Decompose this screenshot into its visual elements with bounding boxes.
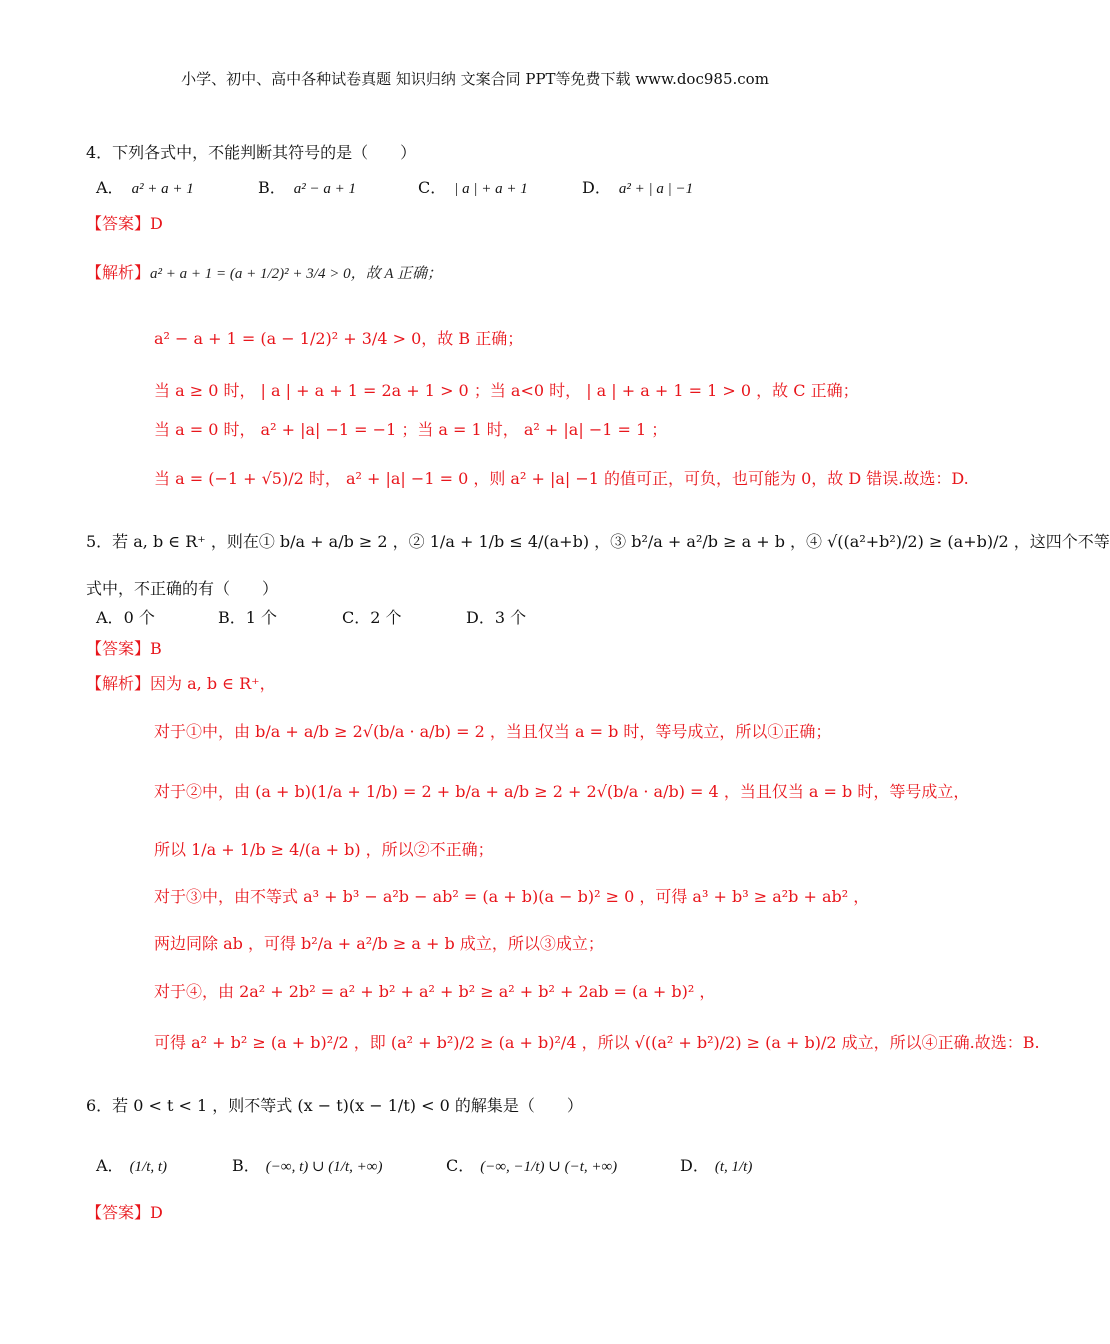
q4-option-c: C． | a | + a + 1 <box>418 178 528 197</box>
q5-step-3: 所以 1/a + 1/b ≥ 4/(a + b) ，所以②不正确； <box>154 840 494 859</box>
q5-step-5: 两边同除 ab ，可得 b²/a + a²/b ≥ a + b 成立，所以③成立； <box>154 934 604 953</box>
q5-option-b: B．1 个 <box>218 608 278 627</box>
q6-option-c: C． (−∞, −1/t) ∪ (−t, +∞) <box>446 1156 618 1175</box>
q4-option-d: D． a² + | a | −1 <box>582 178 694 197</box>
q5-step-1: 对于①中，由 b/a + a/b ≥ 2√(b/a · a/b) = 2 ，当且仅当 a = b 时，等号成立，所以①正确； <box>154 722 832 741</box>
q4-step-2: a² − a + 1 = (a − 1/2)² + 3/4 > 0，故 B 正确； <box>154 329 524 348</box>
q6-option-d: D． (t, 1/t) <box>680 1156 753 1175</box>
q6-option-b: B． (−∞, t) ∪ (1/t, +∞) <box>232 1156 383 1175</box>
q4-option-a: A． a² + a + 1 <box>96 178 194 197</box>
page-header: 小学、初中、高中各种试卷真题 知识归纳 文案合同 PPT等免费下载 www.doc985.com <box>181 70 769 88</box>
q5-analysis-intro: 【解析】因为 a, b ∈ R⁺， <box>86 674 276 693</box>
q5-stem-1: 5．若 a, b ∈ R⁺ ，则在① b/a + a/b ≥ 2 ，② 1/a + 1/b ≤ 4/(a+b) ，③ b²/a + a²/b ≥ a + b ，④ √((a²+b²)/2) ≥ (a+b)/2 ，这四个不等 <box>86 532 1110 551</box>
q5-option-c: C．2 个 <box>342 608 402 627</box>
q5-step-6: 对于④，由 2a² + 2b² = a² + b² + a² + b² ≥ a² + b² + 2ab = (a + b)² ， <box>154 982 716 1001</box>
q5-step-2: 对于②中，由 (a + b)(1/a + 1/b) = 2 + b/a + a/b ≥ 2 + 2√(b/a · a/b) = 4 ，当且仅当 a = b 时，等号成立， <box>154 782 970 801</box>
q6-option-a: A． (1/t, t) <box>96 1156 168 1175</box>
q4-step-5: 当 a = (−1 + √5)/2 时， a² + |a| −1 = 0 ，则 a² + |a| −1 的值可正，可负，也可能为 0，故 D 错误.故选：D. <box>154 469 969 488</box>
q4-option-b: B． a² − a + 1 <box>258 178 357 197</box>
q5-step-7: 可得 a² + b² ≥ (a + b)²/2 ，即 (a² + b²)/2 ≥ (a + b)²/4 ，所以 √((a² + b²)/2) ≥ (a + b)/2 成立，所以④正确.故选：B. <box>154 1033 1040 1052</box>
q5-step-4: 对于③中，由不等式 a³ + b³ − a²b − ab² = (a + b)(a − b)² ≥ 0 ，可得 a³ + b³ ≥ a²b + ab² ， <box>154 887 870 906</box>
q4-answer: 【答案】D <box>86 214 163 233</box>
q4-analysis-line-1: 【解析】a² + a + 1 = (a + 1/2)² + 3/4 > 0，故 A 正确； <box>86 263 442 282</box>
q4-step-4: 当 a = 0 时， a² + |a| −1 = −1 ；当 a = 1 时， a² + |a| −1 = 1 ； <box>154 420 668 439</box>
q6-stem: 6．若 0 < t < 1 ，则不等式 (x − t)(x − 1/t) < 0 的解集是（ ） <box>86 1096 583 1115</box>
q4-step-1: a² + a + 1 = (a + 1/2)² + 3/4 > 0，故 A 正确； <box>150 266 442 282</box>
q5-option-a: A．0 个 <box>96 608 155 627</box>
q4-step-3: 当 a ≥ 0 时， | a | + a + 1 = 2a + 1 > 0 ；当 a<0 时， | a | + a + 1 = 1 > 0 ，故 C 正确； <box>154 381 859 400</box>
q5-answer: 【答案】B <box>86 639 162 658</box>
q4-stem: 4．下列各式中，不能判断其符号的是（ ） <box>86 143 417 162</box>
q5-option-d: D．3 个 <box>466 608 527 627</box>
q6-answer: 【答案】D <box>86 1203 163 1222</box>
q5-stem-2: 式中，不正确的有（ ） <box>86 579 279 598</box>
